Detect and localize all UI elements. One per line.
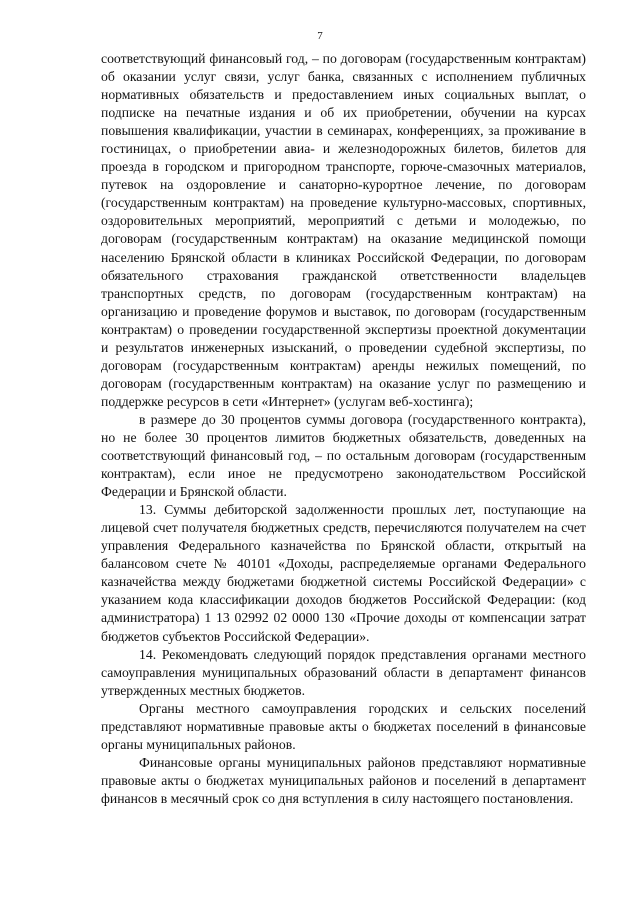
paragraph-local-authorities: Органы местного самоуправления городских и сельских поселений представляют нормативные правовые акты о бюджетах поселений в финансовые органы муниципальных районов.	[101, 700, 586, 752]
paragraph-item-13: 13. Суммы дебиторской задолженности прошлых лет, поступающие на лицевой счет получателя бюджетных средств, перечисляются получателем на счет управления Федерального казначейства по Брянской области, открытый на балансовом счете № 40101 «Доходы, распределяемые органами Федерального казначейства между бюджетами бюджетной системы Российской Федерации» с указанием кода классификации доходов бюджетов Российской Федерации: (код администратора) 1 13 02992 02 0000 130 «Прочие доходы от компенсации затрат бюджетов субъектов Российской Федерации».	[101, 502, 586, 644]
page-number: 7	[317, 30, 323, 42]
document-body	[101, 50, 586, 808]
paragraph-item-14: 14. Рекомендовать следующий порядок представления органами местного самоуправления муниципальных образований области в департамент финансов утвержденных местных бюджетов.	[101, 646, 586, 698]
paragraph-continuation: соответствующий финансовый год, – по договорам (государственным контрактам) об оказании услуг связи, услуг банка, связанных с исполнением публичных нормативных обязательств и предоставлением иных социальных выплат, о подписке на печатные издания и об их приобретении, обучении на курсах повышения квалификации, участии в семинарах, конференциях, за проживание в гостиницах, о приобретении авиа- и железнодорожных билетов, билетов для проезда в городском и пригородном транспорте, горюче-смазочных материалов, путевок на оздоровление и санаторно-курортное лечение, по договорам (государственным контрактам) на проведение культурно-массовых, спортивных, оздоровительных мероприятий, мероприятий с детьми и молодежью, по договорам (государственным контрактам) на оказание медицинской помощи населению Брянской области в клиниках Российской Федерации, по договорам обязательного страхования гражданской ответственности владельцев транспортных средств, по договорам (государственным контрактам) на организацию и проведение форумов и выставок, по договорам (государственным контрактам) о проведении государственной экспертизы проектной документации и результатов инженерных изысканий, о проведении судебной экспертизы, по договорам (государственным контрактам) аренды нежилых помещений, по договорам (государственным контрактам) на оказание услуг по размещению и поддержке ресурсов в сети «Интернет» (услугам веб-хостинга);	[101, 51, 586, 409]
paragraph-financial-bodies: Финансовые органы муниципальных районов представляют нормативные правовые акты о бюджетах муниципальных районов и поселений в департамент финансов в месячный срок со дня вступления в силу настоящего постановления.	[101, 754, 586, 806]
paragraph-thirty-percent: в размере до 30 процентов суммы договора (государственного контракта), но не более 30 процентов лимитов бюджетных обязательств, доведенных на соответствующий финансовый год, – по остальным договорам (государственным контрактам), если иное не предусмотрено законодательством Российской Федерации и Брянской области.	[101, 411, 586, 500]
